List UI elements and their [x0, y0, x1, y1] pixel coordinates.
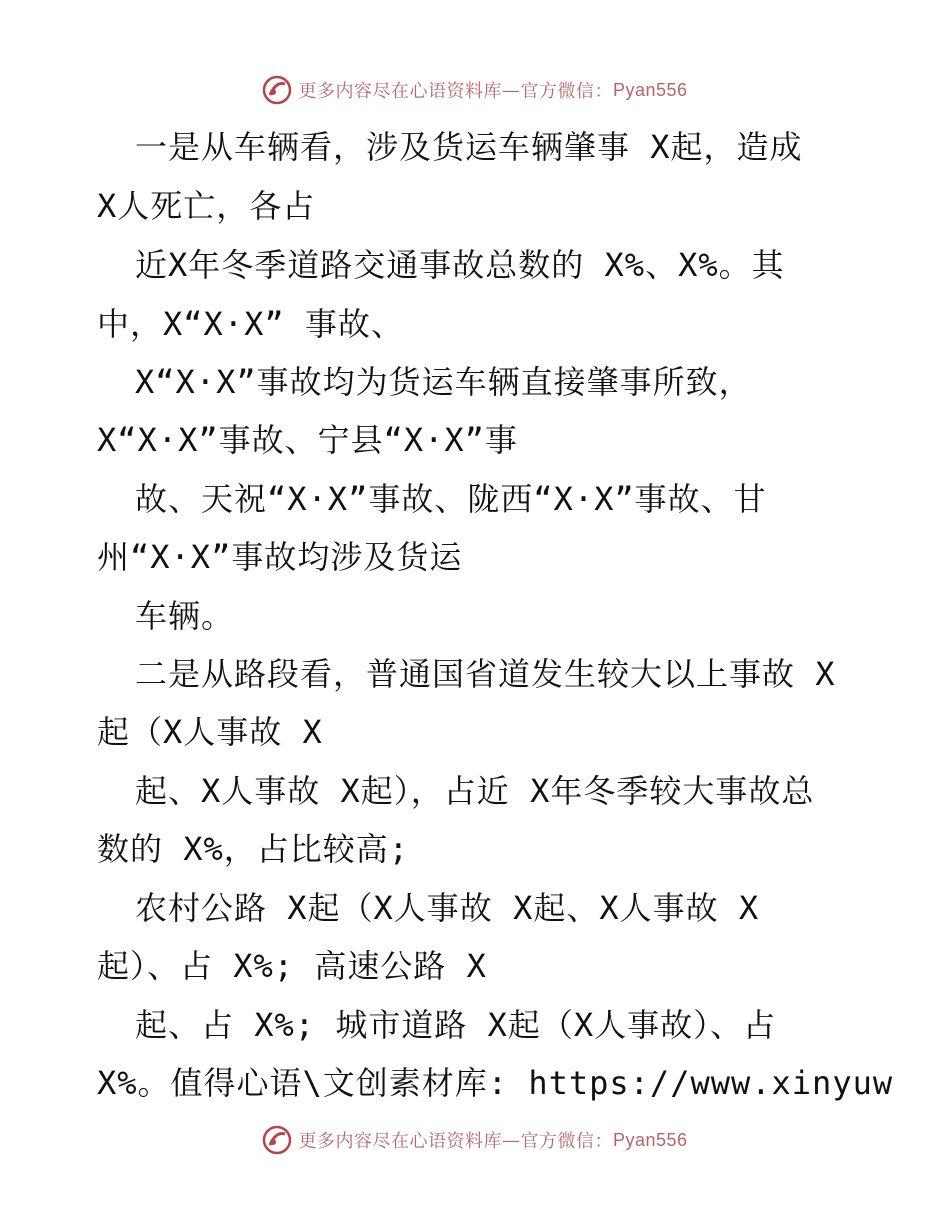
- watermark-text: 更多内容尽在心语资料库: [298, 81, 502, 102]
- text-line: 起（X人事故 X: [97, 713, 323, 751]
- text-line: 州“X·X”事故均涉及货运: [97, 538, 463, 576]
- text-line: 起、X人事故 X起），占近 X年冬季较大事故总: [135, 772, 815, 810]
- text-line: X%。值得心语\文创素材库: https://www.xinyuw: [97, 1064, 894, 1102]
- text-line: 起）、占 X%; 高速公路 X: [97, 947, 487, 985]
- text-line: 一是从车辆看，涉及货运车辆肇事 X起，造成: [135, 128, 803, 166]
- watermark-wechat-id: Pyan556: [612, 1129, 688, 1150]
- logo-icon: [262, 75, 292, 105]
- logo-icon: [262, 1125, 292, 1155]
- text-line: 数的 X%，占比较高;: [97, 830, 410, 868]
- text-line: 车辆。: [135, 597, 235, 635]
- text-line: 二是从路段看，普通国省道发生较大以上事故 X: [135, 655, 836, 693]
- text-line: X人死亡，各占: [97, 187, 316, 225]
- watermark-separator: —: [501, 79, 521, 101]
- watermark-text: 更多内容尽在心语资料库: [298, 1131, 502, 1152]
- watermark-official-label: 官方微信：: [520, 1131, 613, 1152]
- text-line: X“X·X”事故均为货运车辆直接肇事所致，: [135, 363, 752, 401]
- text-line: 中，X“X·X” 事故、: [97, 305, 404, 343]
- text-line: X“X·X”事故、宁县“X·X”事: [97, 421, 518, 459]
- text-line: 近X年冬季道路交通事故总数的 X%、X%。其: [135, 246, 785, 284]
- text-line: 农村公路 X起（X人事故 X起、X人事故 X: [135, 889, 760, 927]
- text-line: 故、天祝“X·X”事故、陇西“X·X”事故、甘: [135, 480, 767, 518]
- header-watermark: [0, 70, 950, 110]
- watermark-official-label: 官方微信：: [520, 81, 613, 102]
- watermark-wechat-id: Pyan556: [612, 79, 688, 100]
- watermark-separator: —: [501, 1129, 521, 1151]
- text-line: 起、占 X%; 城市道路 X起（X人事故）、占: [135, 1006, 777, 1044]
- footer-watermark: [0, 1120, 950, 1160]
